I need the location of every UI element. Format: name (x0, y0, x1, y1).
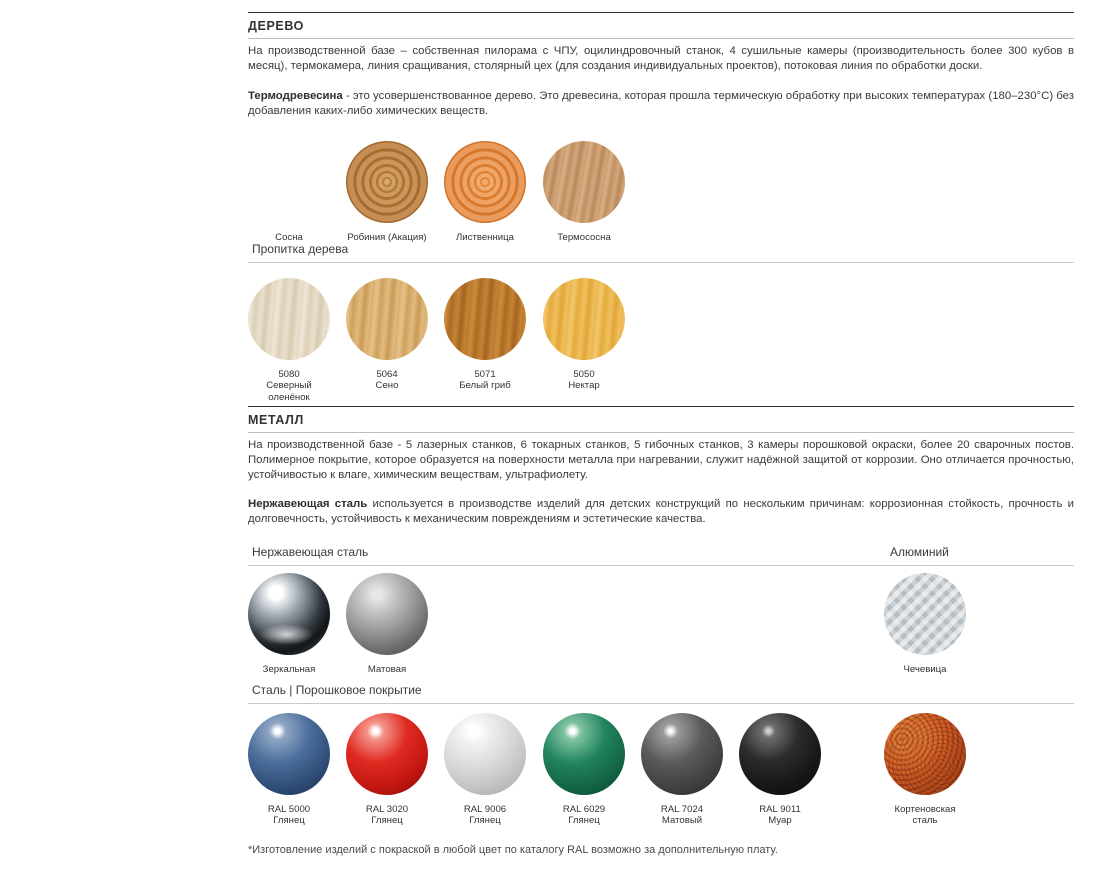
steel-matte-icon (346, 573, 428, 655)
swatch-finish: Глянец (371, 815, 403, 827)
wood-paragraph-1: На производственной базе – собственная пилорама с ЧПУ, оцилиндровочный станок, 4 сушильные камеры (производительность более 300 кубов в месяц), термокамера, линия сращивания, столярный цех (для создания индивидуальных проектов), потоковая линия по обработки доски. (248, 45, 1074, 73)
divider-bottom-metal (248, 432, 1074, 433)
swatch-label: Матовая (367, 664, 407, 675)
steel-mirror-icon (248, 573, 330, 655)
ral-3020-icon (346, 713, 428, 795)
divider-impregnation (248, 262, 1074, 263)
metal-paragraph-2-text: используется в производстве изделий для детских конструкций по нескольким причинам: коррозионная стойкость, прочность и долговечность, устойчивость к механическим повреждениям и эстетические качества. (248, 498, 1074, 526)
swatch-ral-9011 (739, 713, 821, 827)
wood-termososna-icon (543, 141, 625, 223)
divider-bottom-wood (248, 38, 1074, 39)
swatch-label: Белый гриб (459, 380, 511, 392)
label-powder-coating: Сталь | Порошковое покрытие (252, 683, 422, 697)
swatch-code: 5080 (278, 369, 300, 380)
swatch-code: RAL 7024 (660, 804, 704, 815)
ral-6029-icon (543, 713, 625, 795)
metal-paragraph-2-bold: Нержавеющая сталь (248, 498, 368, 510)
swatch-code: RAL 5000 (267, 804, 311, 815)
swatch-code: RAL 9006 (463, 804, 507, 815)
aluminium-chechevitsa-icon (884, 573, 966, 655)
ral-9006-icon (444, 713, 526, 795)
footnote-ral: *Изготовление изделий с покраской в любой цвет по каталогу RAL возможно за дополнительную плату. (248, 844, 778, 856)
swatch-impregnation-5050 (543, 278, 625, 392)
divider-powder (248, 703, 1074, 704)
swatch-finish: Муар (768, 815, 792, 827)
impregnation-5071-icon (444, 278, 526, 360)
swatch-label: Нектар (568, 380, 600, 392)
swatch-code: RAL 3020 (365, 804, 409, 815)
impregnation-5080-icon (248, 278, 330, 360)
swatch-label: Сено (375, 380, 399, 392)
wood-robinia-icon (346, 141, 428, 223)
wood-listvennitsa-icon (444, 141, 526, 223)
swatch-impregnation-5071 (444, 278, 526, 392)
swatch-impregnation-5064 (346, 278, 428, 392)
section-metal-header (248, 406, 1074, 433)
swatch-finish: Глянец (568, 815, 600, 827)
swatch-code: 5050 (573, 369, 595, 380)
wood-paragraph-2-text: - это усовершенствованное дерево. Это древесина, которая прошла термическую обработку при высоких температурах (180–230°C) без добавления каких-либо химических веществ. (248, 90, 1074, 118)
section-title-wood: ДЕРЕВО (248, 19, 304, 33)
wood-paragraph-2 (248, 89, 1074, 119)
swatch-label: Чечевица (903, 664, 947, 675)
swatch-ral-6029 (543, 713, 625, 827)
metal-paragraph-1: На производственной базе - 5 лазерных станков, 6 токарных станков, 5 гибочных станков, 3 камеры порошковой окраски, более 20 сварочных постов. Полимерное покрытие, которое образуется на поверхности металла при нагревании, служит надёжной защитой от коррозии. Оно отличается прочностью, устойчивостью к влаге, химическим веществам, ультрафиолету. (248, 439, 1074, 482)
swatch-ral-5000 (248, 713, 330, 827)
impregnation-5064-icon (346, 278, 428, 360)
swatch-finish: Матовый (661, 815, 703, 827)
wood-paragraph-2-bold: Термодревесина (248, 90, 343, 102)
swatch-wood-termososna (543, 141, 625, 243)
swatch-label: Термососна (557, 232, 611, 243)
ral-9011-icon (739, 713, 821, 795)
label-stainless-steel: Нержавеющая сталь (252, 545, 369, 559)
divider-steel (248, 565, 1074, 566)
swatch-label: Сосна (275, 232, 303, 243)
swatch-code: 5064 (376, 369, 398, 380)
swatch-steel-matte (346, 573, 428, 675)
swatch-label: Северный (266, 380, 312, 392)
swatch-code: 5071 (474, 369, 496, 380)
swatch-corten-steel (884, 713, 966, 827)
swatch-label: Зеркальная (262, 664, 316, 675)
swatch-finish: Глянец (273, 815, 305, 827)
swatch-ral-9006 (444, 713, 526, 827)
section-wood-header (248, 12, 1074, 39)
swatch-label: Лиственница (456, 232, 514, 243)
swatch-label: Кортеновская (894, 804, 956, 815)
swatch-label-2: сталь (912, 815, 938, 827)
swatch-label-2: оленёнок (268, 391, 310, 403)
metal-paragraph-2 (248, 497, 1074, 527)
impregnation-5050-icon (543, 278, 625, 360)
swatch-wood-listvennitsa (444, 141, 526, 243)
corten-steel-icon (884, 713, 966, 795)
section-title-metal: МЕТАЛЛ (248, 413, 304, 427)
swatch-wood-robinia (346, 141, 428, 243)
label-impregnation: Пропитка дерева (252, 242, 349, 256)
swatch-wood-sosna (248, 141, 330, 243)
ral-5000-icon (248, 713, 330, 795)
swatch-aluminium-chechevitsa (884, 573, 966, 675)
swatch-steel-mirror (248, 573, 330, 675)
swatch-ral-3020 (346, 713, 428, 827)
swatch-label: Робиния (Акация) (347, 232, 427, 243)
swatch-impregnation-5080 (248, 278, 330, 403)
swatch-finish: Глянец (469, 815, 501, 827)
ral-7024-icon (641, 713, 723, 795)
label-aluminium: Алюминий (890, 545, 949, 559)
swatch-code: RAL 6029 (562, 804, 606, 815)
swatch-code: RAL 9011 (759, 804, 801, 815)
swatch-ral-7024 (641, 713, 723, 827)
wood-sosna-icon (248, 141, 330, 223)
